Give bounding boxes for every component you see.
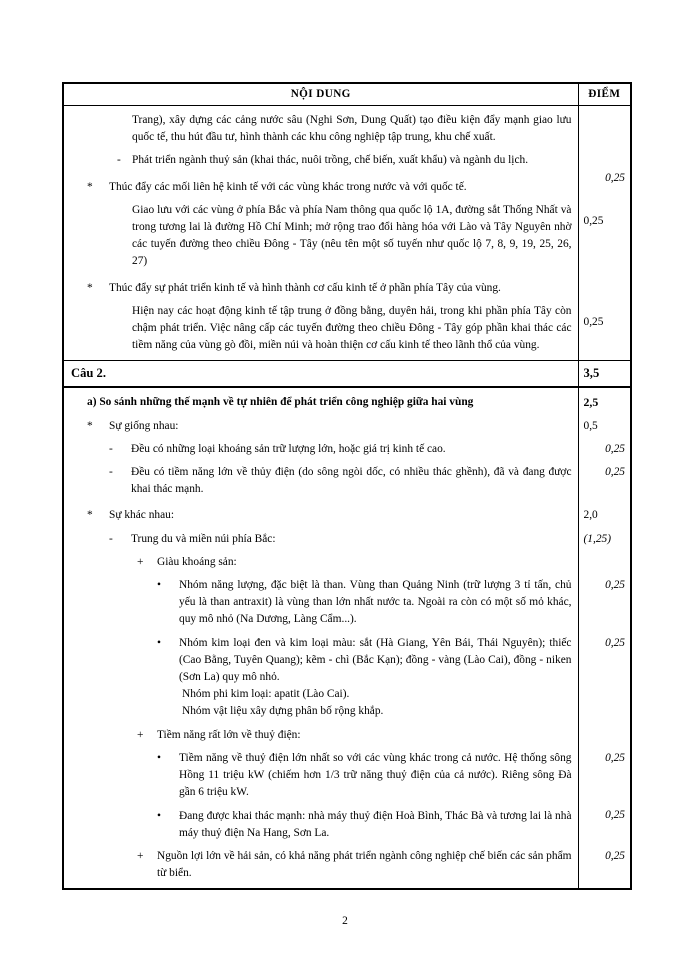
bullet-text: Đang được khai thác mạnh: nhà máy thuỷ điện Hoà Bình, Thác Bà và tương lai là nhà máy thuỷ điện Na Hang, Sơn La. [179,809,572,839]
list-item-text: Đều có những loại khoáng sản trữ lượng lớn, hoặc giá trị kinh tế cao. [131,442,446,455]
page-number: 2 [342,915,348,927]
score-value: 0,25 [605,442,625,455]
plus-marker: + [137,555,144,568]
score-value: 2,5 [583,395,599,410]
answer-key-table [62,82,632,890]
score-value: 0,5 [583,419,598,432]
score-cau2-part-a [578,388,631,889]
group-label [137,727,578,744]
score-value: 0,25 [605,809,625,822]
paragraph-block [132,202,578,271]
header-score: ĐIỂM [578,83,631,106]
paragraph-block [132,303,578,355]
list-item [109,441,578,458]
plus-marker: + [137,728,144,741]
bullet-continuation [182,703,578,720]
bullet-item [157,750,578,802]
score-value: 0,25 [605,636,625,649]
spacer [579,686,631,703]
part-a-heading-text: a) So sánh những thế mạnh về tự nhiên để phát triển công nghiệp giữa hai vùng [87,396,474,409]
asterisk-marker: * [87,180,93,193]
spacer [579,498,631,507]
paragraph-text: Giao lưu với các vùng ở phía Bắc và phía Nam thông qua quốc lộ 1A, đường sắt Thống Nhất và trong tương lai là đường Hồ Chí Minh; mở rộng trao đổi hàng hóa với Lào và Tây Nguyên nhờ các tuyến đường theo chiều Đông - Tây (nêu tên một số tuyến như quốc lộ 7, 8, 9, 19, 25, 26, 27) [132,203,572,268]
spacer [579,554,631,571]
spacer [579,481,631,498]
list-item-text: Đều có tiềm năng lớn về thủy điện (do sông ngòi dốc, có nhiều thác ghềnh), đã và đang được khai thác mạnh. [131,466,572,496]
bullet-text: Tiềm năng về thuỷ điện lớn nhất so với các vùng khác trong cả nước. Hệ thống sông Hồng 11 triệu kW (chiếm hơn 1/3 trữ năng thuỷ điện của cả nước). Riêng sông Đà gần 6 triệu kW. [179,751,572,799]
list-item-text: Phát triển ngành thuỷ sản (khai thác, nuôi trồng, chế biến, xuất khẩu) và ngành du lịch. [132,154,529,167]
dash-marker: - [109,442,113,455]
spacer [579,288,631,305]
spacer [579,236,631,253]
spacer [579,594,631,611]
asterisk-marker: * [87,419,93,432]
bullet-continuation [182,686,578,703]
content-cau2-part-a [63,388,578,889]
list-item-text: Nguồn lợi lớn về hải sản, có khả năng phát triển ngành công nghiệp chế biến các sản phẩm từ biển. [157,849,572,880]
dash-marker: - [117,154,121,167]
spacer [64,354,578,360]
list-item [137,848,578,882]
spacer [64,882,578,888]
paragraph-text: Hiện nay các hoạt động kinh tế tập trung ở đồng bằng, duyên hải, trong khi phần phía Tây còn chậm phát triển. Việc nâng cấp các tuyến đường theo chiều Đông - Tây góp phần khai thác các tiềm năng của vùng gò đồi, miền núi và hoàn thiện cơ cấu kinh tế theo lãnh thổ của vùng. [132,304,572,352]
score-value: 0,25 [605,466,625,479]
dash-marker: - [109,466,113,479]
score-value: 2,0 [583,509,598,522]
spacer [64,498,578,507]
table-row-cau2 [63,361,631,387]
asterisk-marker: * [87,509,93,522]
header-content: NỘI DUNG [63,83,578,106]
score-value: 0,25 [583,315,604,328]
asterisk-marker: * [87,281,93,294]
plus-marker: + [137,849,144,862]
bullet-marker: • [157,636,161,649]
spacer [579,825,631,842]
bullet-marker: • [157,809,161,822]
region-label [109,531,578,548]
list-item-text: Thúc đẩy các mối liên hệ kinh tế với các vùng khác trong nước và với quốc tế. [109,180,467,193]
score-value: 0,25 [605,849,625,862]
score-value: 0,25 [605,171,625,184]
spacer [579,129,631,146]
list-item [87,280,578,297]
spacer [579,767,631,784]
spacer [579,652,631,669]
table-row [63,106,631,361]
list-item [117,152,578,169]
spacer [579,669,631,686]
bullet-continuation-text: Nhóm vật liệu xây dựng phân bố rộng khắp. [182,705,384,718]
score-value: 0,25 [583,214,604,227]
dash-marker: - [109,532,113,545]
list-item [109,464,578,498]
list-item [87,179,578,196]
spacer [579,271,631,288]
bullet-continuation-text: Nhóm phi kim loại: apatit (Lào Cai). [182,688,350,701]
similarities-label [87,418,578,435]
bullet-marker: • [157,751,161,764]
group-label-text: Tiềm năng rất lớn về thuỷ điện: [157,728,301,741]
content-cau1-continued [63,106,578,361]
spacer [64,170,578,179]
bullet-text: Nhóm kim loại đen và kim loại màu: sắt (Hà Giang, Yên Bái, Thái Nguyên); thiếc (Cao Bằng, Tuyên Quang); kẽm - chì (Bắc Kạn); đồng - vàng (Lào Cai), đồng - niken (Sơn La) quy mô nhỏ. [179,636,572,684]
paragraph-block [132,112,578,146]
bullet-item [157,808,578,842]
part-a-heading [87,394,578,411]
spacer [579,187,631,204]
score-cau1-continued [578,106,631,361]
cau2-label-cell [63,361,578,387]
spacer [579,146,631,163]
cau2-score-cell [578,361,631,387]
bullet-text: Nhóm năng lượng, đặc biệt là than. Vùng than Quảng Ninh (trữ lượng 3 tỉ tấn, chủ yếu là than antraxit) là vùng than lớn nhất nước ta. Ngoài ra còn có một số mỏ khác, quy mô nhỏ (Na Dương, Làng Cẩm...). [179,579,572,626]
spacer [579,253,631,270]
differences-label-text: Sự khác nhau: [109,509,175,522]
spacer [64,271,578,280]
spacer [579,112,631,129]
group-label-text: Giàu khoáng sản: [157,555,237,568]
score-value: 0,25 [605,751,625,764]
similarities-label-text: Sự giống nhau: [109,419,179,432]
spacer [579,611,631,628]
cau2-score: 3,5 [583,366,600,381]
spacer [579,784,631,801]
bullet-item [157,635,578,687]
score-value: 0,25 [605,579,625,592]
table-row [63,388,631,889]
group-label [137,554,578,571]
table-header-row [63,83,631,106]
paragraph-text: Trang), xây dựng các cảng nước sâu (Nghi Sơn, Dung Quất) tạo điều kiện đẩy mạnh giao lưu quốc tế, thu hút đầu tư, hình thành các khu công nghiệp tập trung, khu chế xuất. [132,114,572,144]
spacer [579,305,631,314]
spacer [579,204,631,213]
differences-label [87,507,578,524]
bullet-marker: • [157,579,161,592]
score-value: (1,25) [583,532,612,545]
list-item-text: Thúc đẩy sự phát triển kinh tế và hình thành cơ cấu kinh tế ở phần phía Tây của vùng. [109,281,501,294]
cau2-label: Câu 2. [71,366,106,381]
spacer [579,727,631,744]
spacer [579,703,631,720]
region-label-text: Trung du và miền núi phía Bắc: [131,532,276,545]
bullet-item [157,577,578,629]
